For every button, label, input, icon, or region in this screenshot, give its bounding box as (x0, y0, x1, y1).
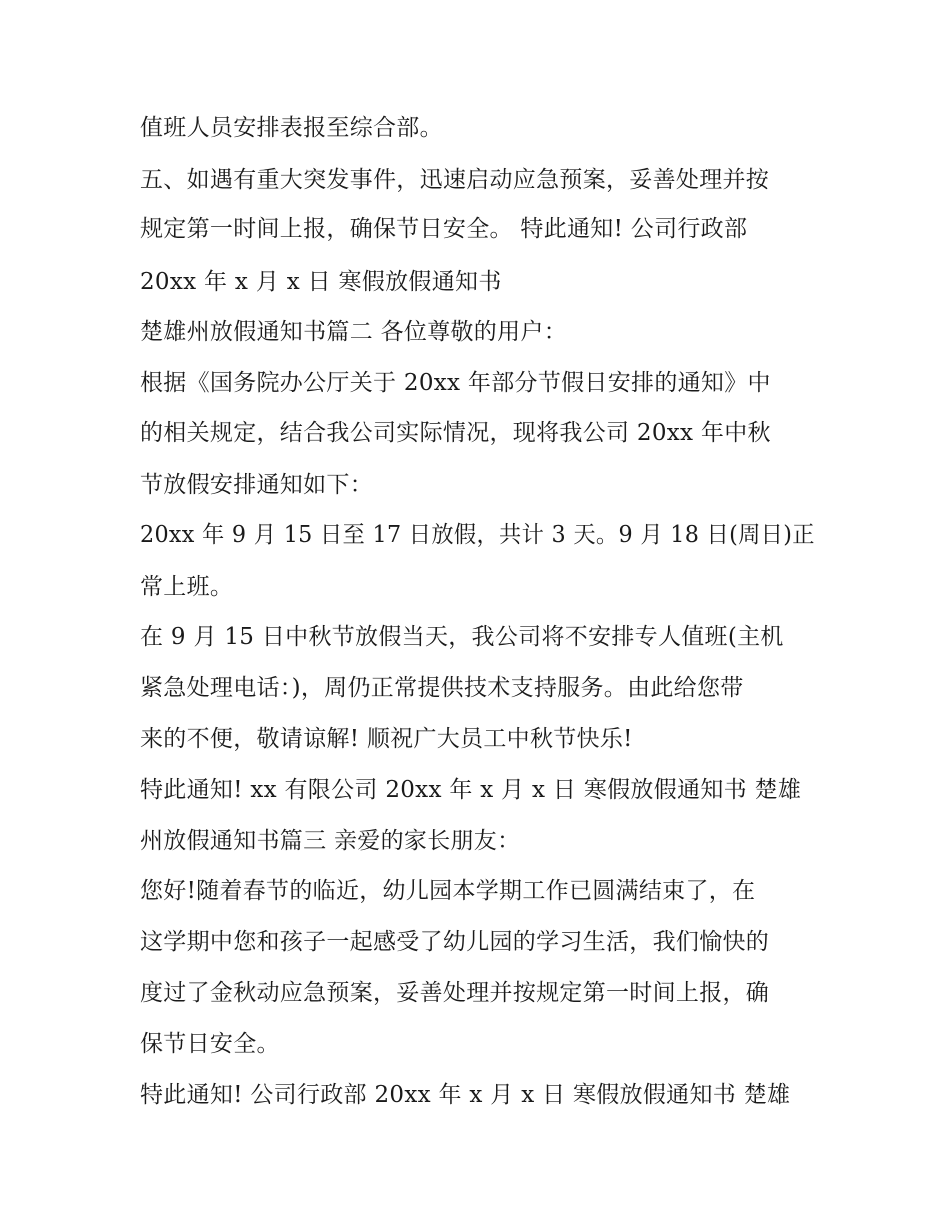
text-line: 度过了金秋动应急预案，妥善处理并按规定第一时间上报，确 (140, 980, 770, 1006)
text-line: 特此通知! 公司行政部 20xx 年 x 月 x 日 寒假放假通知书 楚雄 (140, 1082, 791, 1108)
text-line: 这学期中您和孩子一起感受了幼儿园的学习生活，我们愉快的 (140, 929, 770, 955)
text-line: 保节日安全。 (140, 1031, 280, 1057)
text-line: 来的不便，敬请谅解! 顺祝广大员工中秋节快乐! (140, 726, 633, 752)
text-line: 您好!随着春节的临近，幼儿园本学期工作已圆满结束了，在 (140, 878, 756, 904)
text-line: 州放假通知书篇三 亲爱的家长朋友： (140, 828, 521, 854)
text-line: 在 9 月 15 日中秋节放假当天，我公司将不安排专人值班(主机 (140, 624, 784, 650)
text-line: 五、如遇有重大突发事件，迅速启动应急预案，妥善处理并按 (140, 167, 770, 193)
text-line: 楚雄州放假通知书篇二 各位尊敬的用户： (140, 319, 568, 345)
text-line: 值班人员安排表报至综合部。 (140, 115, 443, 141)
text-line: 的相关规定，结合我公司实际情况，现将我公司 20xx 年中秋 (140, 420, 771, 446)
text-line: 20xx 年 x 月 x 日 寒假放假通知书 (140, 269, 502, 295)
text-line: 紧急处理电话：)，周仍正常提供技术支持服务。由此给您带 (140, 675, 744, 701)
text-line: 节放假安排通知如下： (140, 472, 373, 498)
text-line: 20xx 年 9 月 15 日至 17 日放假，共计 3 天。9 月 18 日(周日)正 (140, 522, 815, 548)
text-line: 根据《国务院办公厅关于 20xx 年部分节假日安排的通知》中 (140, 370, 771, 396)
text-line: 规定第一时间上报，确保节日安全。 特此通知! 公司行政部 (140, 216, 748, 242)
text-line: 常上班。 (140, 574, 234, 600)
text-line: 特此通知! xx 有限公司 20xx 年 x 月 x 日 寒假放假通知书 楚雄 (140, 777, 802, 803)
